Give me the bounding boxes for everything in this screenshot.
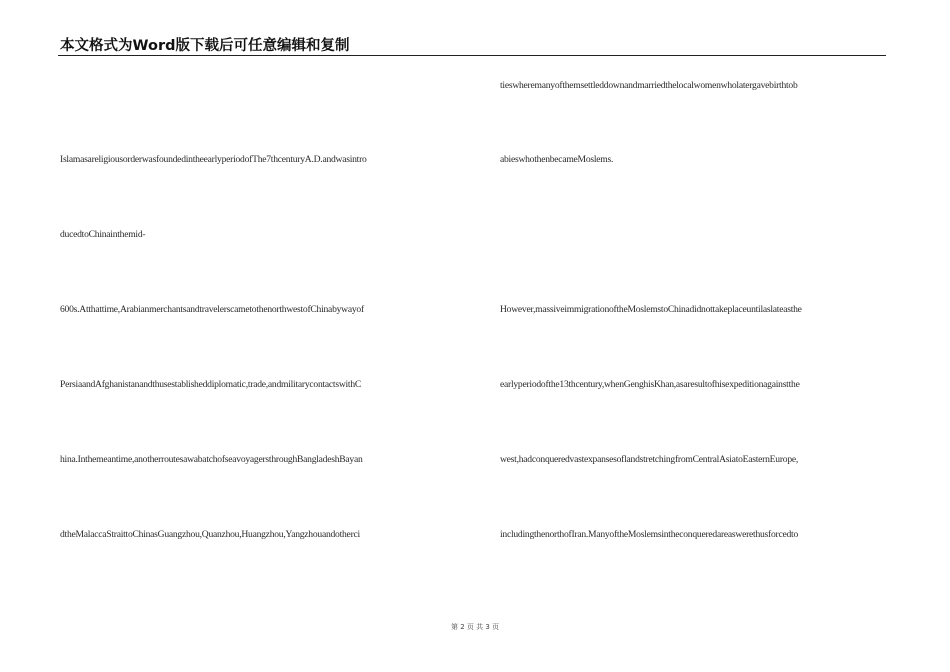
text-line: earlyperiodofthe13thcentury,whenGenghisKhan,asaresultofhisexpeditionagainstthe — [500, 379, 800, 390]
text-line: 600s.Atthattime,ArabianmerchantsandtravelerscametothenorthwestofChinabywayof — [60, 304, 364, 315]
text-line: ducedtoChinainthemid- — [60, 229, 146, 240]
text-line: abieswhothenbecameMoslems. — [500, 154, 614, 165]
text-line: IslamasareligiousorderwasfoundedintheearlyperiodofThe7thcenturyA.D.andwasintro — [60, 154, 367, 165]
text-line: includingthenorthofIran.ManyoftheMoslemsintheconqueredareaswerethusforcedto — [500, 529, 799, 540]
text-line: However,massiveimmigrationoftheMoslemstoChinadidnottakeplaceuntilaslateasthe — [500, 304, 802, 315]
page-number-footer: 第 2 页 共 3 页 — [450, 623, 500, 631]
header-divider — [58, 55, 886, 56]
text-line: hina.Inthemeantime,anotherroutesawabatchofseavoyagersthroughBangladeshBayan — [60, 454, 363, 465]
text-line: PersiaandAfghanistanandthusestablisheddiplomatic,trade,andmilitarycontactswithC — [60, 379, 362, 390]
page-header-title: 本文格式为Word版下载后可任意编辑和复制 — [60, 38, 350, 54]
text-line: west,hadconqueredvastexpansesoflandstretchingfromCentralAsiatoEasternEurope, — [500, 454, 799, 465]
text-line: dtheMalaccaStraittoChinasGuangzhou,Quanzhou,Huangzhou,Yangzhouandotherci — [60, 529, 360, 540]
text-line: tieswheremanyofthemsettleddownandmarriedthelocalwomenwholatergavebirthtob — [500, 80, 798, 91]
